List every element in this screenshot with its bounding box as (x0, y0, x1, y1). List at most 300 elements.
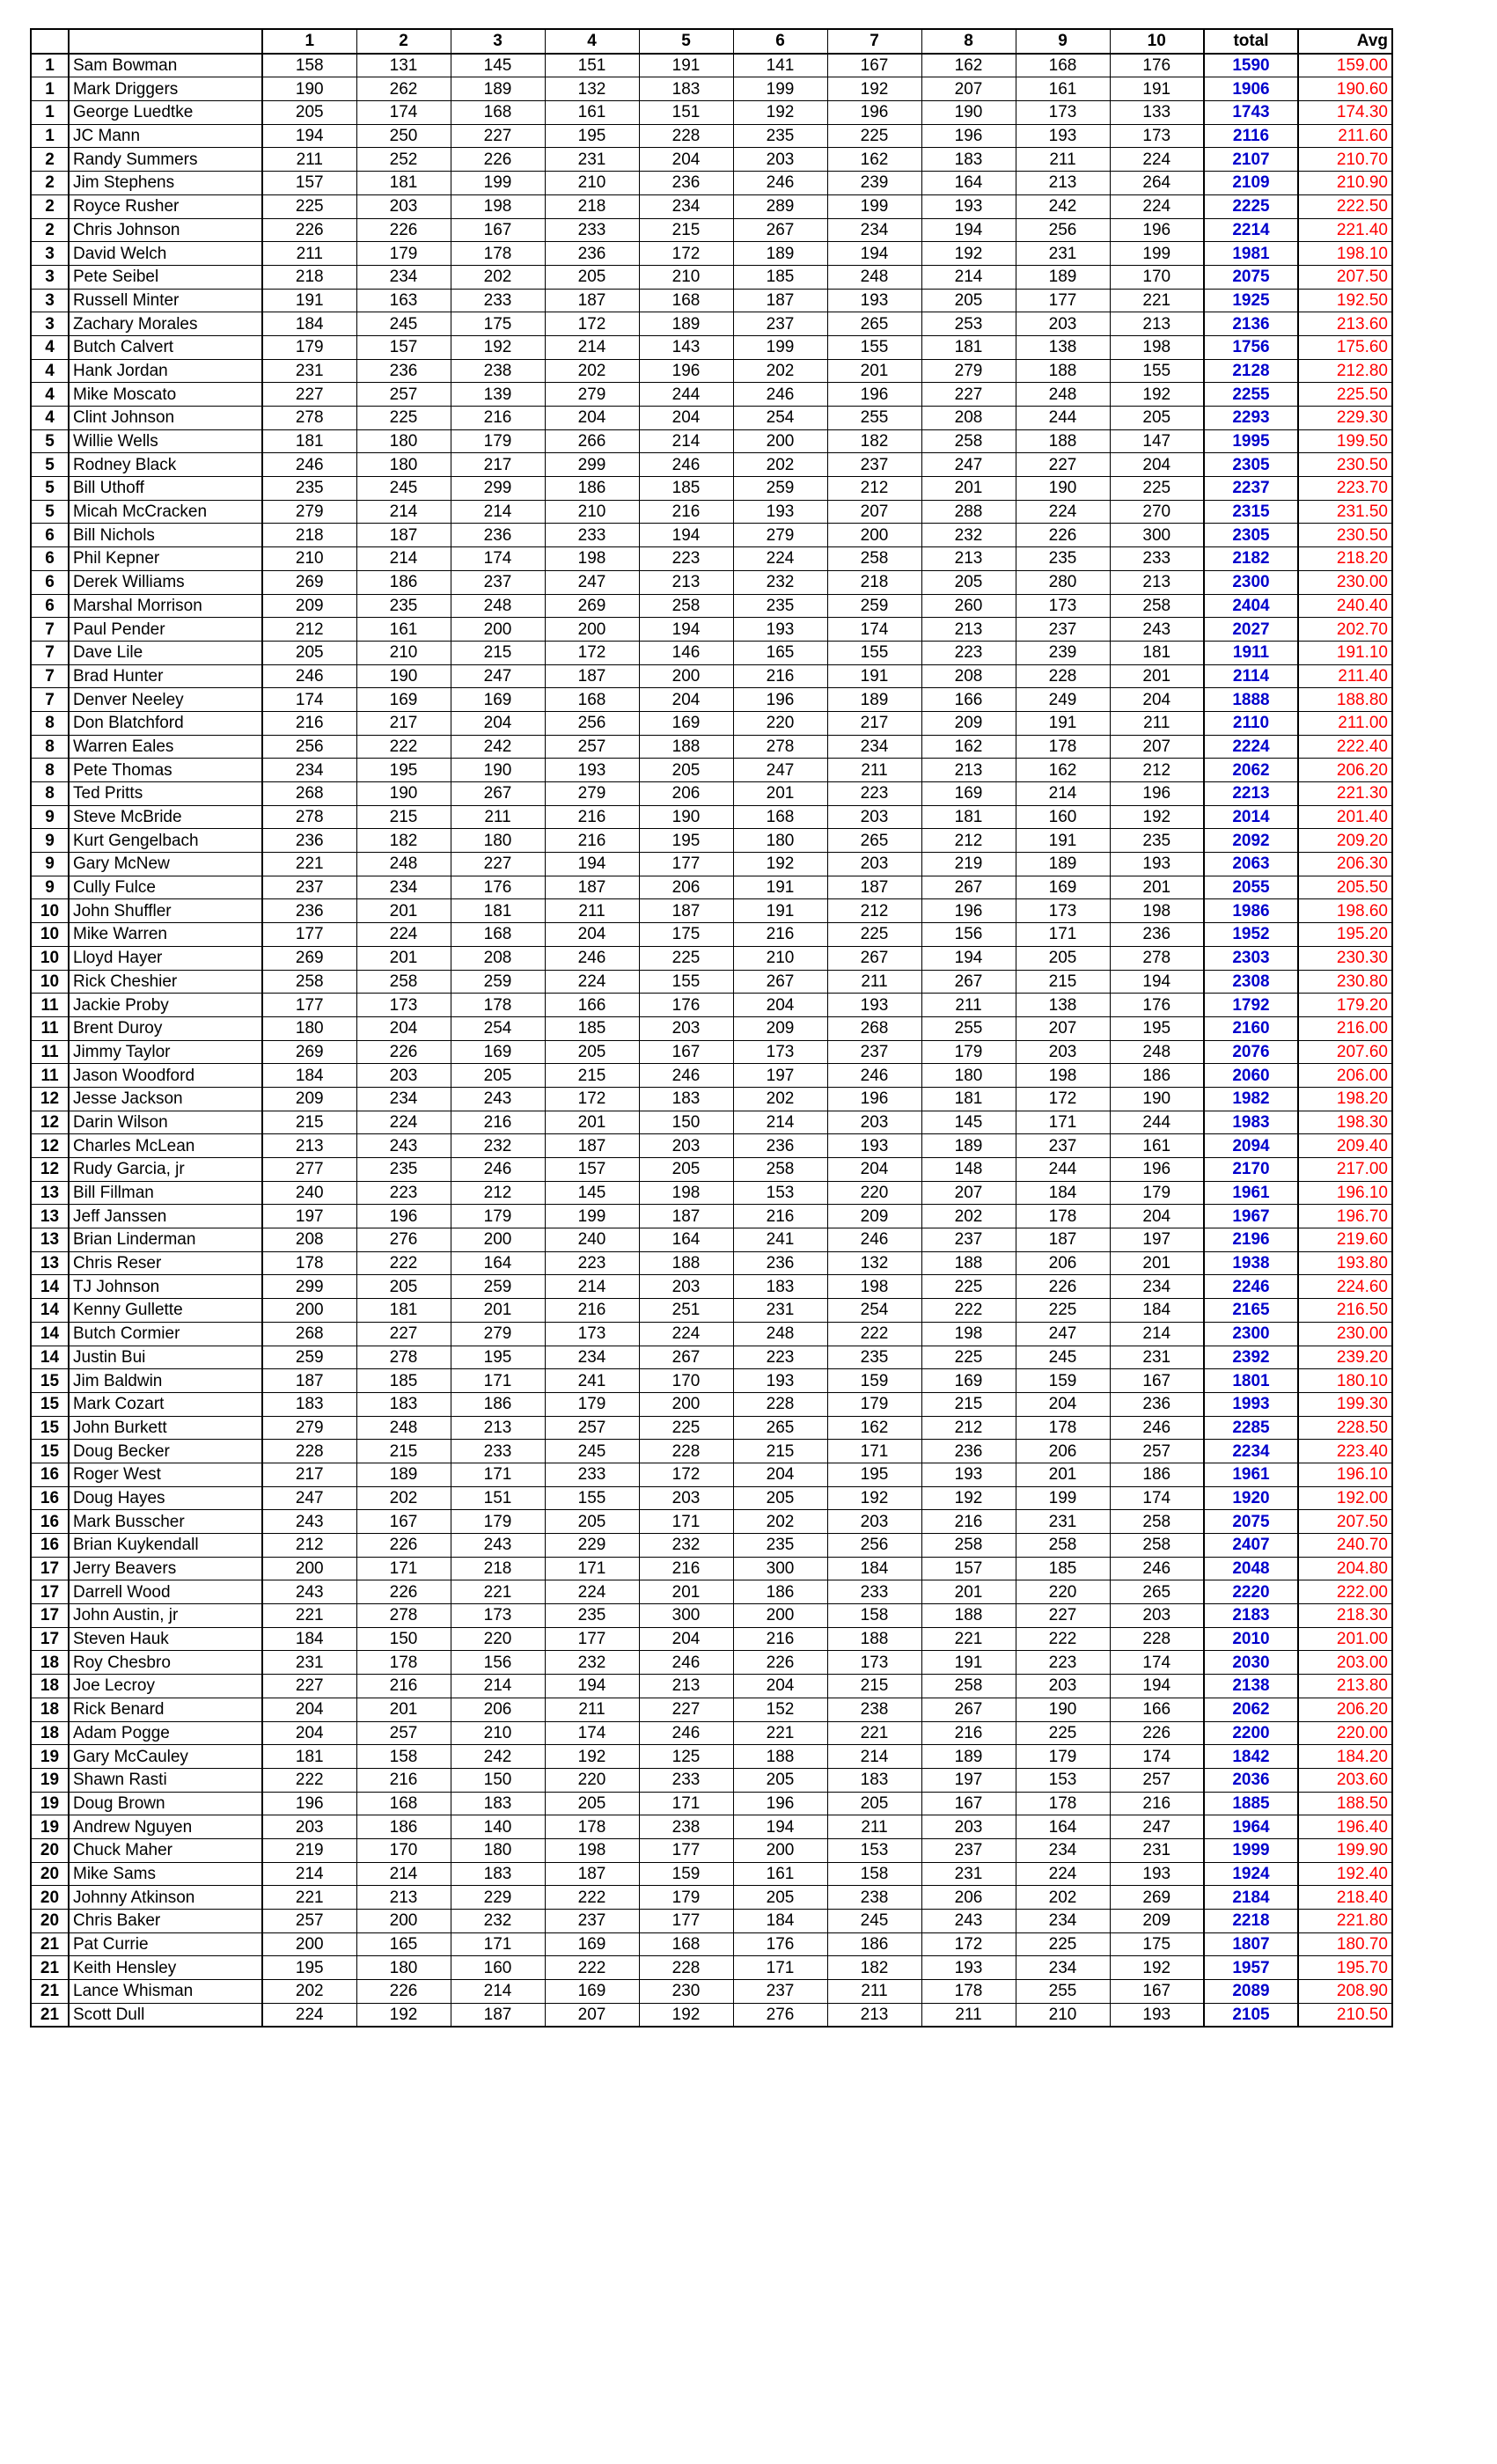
cell-name: Willie Wells (69, 429, 262, 453)
header-game-2: 2 (356, 29, 451, 54)
cell-game: 181 (921, 335, 1016, 359)
cell-game: 204 (827, 1158, 921, 1182)
cell-total: 2224 (1204, 735, 1298, 759)
cell-game: 178 (1016, 1205, 1110, 1228)
cell-game: 279 (921, 359, 1016, 383)
cell-game: 190 (921, 101, 1016, 125)
cell-avg: 188.50 (1298, 1792, 1392, 1815)
cell-game: 225 (921, 1275, 1016, 1299)
cell-game: 171 (639, 1792, 733, 1815)
cell-group: 10 (31, 946, 69, 970)
cell-game: 187 (545, 1862, 639, 1886)
cell-game: 189 (451, 77, 545, 101)
cell-game: 276 (356, 1228, 451, 1252)
cell-group: 3 (31, 289, 69, 312)
cell-game: 201 (356, 899, 451, 923)
cell-avg: 213.80 (1298, 1675, 1392, 1698)
cell-game: 192 (639, 2003, 733, 2027)
cell-game: 188 (921, 1604, 1016, 1628)
cell-game: 216 (921, 1721, 1016, 1745)
cell-game: 215 (639, 218, 733, 242)
cell-game: 243 (1110, 618, 1204, 642)
cell-game: 236 (356, 359, 451, 383)
table-row (31, 1134, 1392, 1158)
cell-game: 262 (356, 77, 451, 101)
cell-game: 183 (451, 1792, 545, 1815)
cell-game: 172 (545, 641, 639, 664)
cell-game: 208 (262, 1228, 356, 1252)
table-row (31, 570, 1392, 594)
cell-total: 1964 (1204, 1815, 1298, 1839)
cell-total: 1756 (1204, 335, 1298, 359)
cell-group: 11 (31, 994, 69, 1017)
cell-name: Charles McLean (69, 1134, 262, 1158)
cell-game: 226 (1110, 1721, 1204, 1745)
cell-game: 161 (356, 618, 451, 642)
table-row (31, 1557, 1392, 1580)
cell-game: 288 (921, 500, 1016, 524)
cell-group: 19 (31, 1745, 69, 1769)
table-row (31, 759, 1392, 782)
cell-game: 257 (1110, 1440, 1204, 1463)
cell-game: 177 (639, 853, 733, 876)
cell-game: 216 (733, 923, 827, 947)
table-row (31, 194, 1392, 218)
cell-game: 145 (921, 1111, 1016, 1134)
cell-game: 280 (1016, 570, 1110, 594)
cell-game: 161 (1110, 1134, 1204, 1158)
cell-total: 1590 (1204, 54, 1298, 77)
cell-avg: 199.30 (1298, 1392, 1392, 1416)
cell-game: 158 (356, 1745, 451, 1769)
cell-game: 181 (921, 1087, 1016, 1111)
cell-game: 202 (545, 359, 639, 383)
cell-game: 203 (1016, 1040, 1110, 1064)
cell-game: 213 (921, 759, 1016, 782)
cell-game: 218 (451, 1557, 545, 1580)
cell-avg: 198.60 (1298, 899, 1392, 923)
header-row (31, 29, 1392, 54)
cell-game: 260 (921, 594, 1016, 618)
cell-game: 168 (451, 923, 545, 947)
table-row (31, 77, 1392, 101)
cell-game: 236 (639, 172, 733, 195)
cell-group: 20 (31, 1910, 69, 1933)
cell-game: 195 (639, 829, 733, 853)
cell-game: 235 (1110, 829, 1204, 853)
table-row (31, 1275, 1392, 1299)
cell-game: 230 (639, 1980, 733, 2004)
cell-game: 254 (733, 407, 827, 430)
cell-game: 177 (262, 923, 356, 947)
cell-game: 221 (733, 1721, 827, 1745)
cell-game: 239 (827, 172, 921, 195)
cell-game: 163 (356, 289, 451, 312)
cell-game: 169 (451, 688, 545, 712)
cell-game: 188 (639, 735, 733, 759)
cell-game: 208 (921, 407, 1016, 430)
cell-game: 300 (1110, 524, 1204, 547)
cell-game: 255 (1016, 1980, 1110, 2004)
cell-game: 168 (639, 1932, 733, 1956)
cell-avg: 222.50 (1298, 194, 1392, 218)
cell-game: 205 (733, 1486, 827, 1510)
cell-game: 250 (356, 124, 451, 148)
cell-group: 8 (31, 759, 69, 782)
cell-avg: 175.60 (1298, 335, 1392, 359)
cell-game: 234 (827, 218, 921, 242)
cell-game: 236 (262, 829, 356, 853)
cell-game: 267 (451, 782, 545, 806)
table-row (31, 664, 1392, 688)
cell-game: 180 (356, 429, 451, 453)
cell-game: 176 (733, 1932, 827, 1956)
cell-total: 1925 (1204, 289, 1298, 312)
cell-name: Brian Kuykendall (69, 1534, 262, 1558)
cell-game: 205 (545, 1040, 639, 1064)
cell-name: Chuck Maher (69, 1838, 262, 1862)
cell-game: 210 (356, 641, 451, 664)
cell-game: 204 (733, 1463, 827, 1486)
cell-game: 229 (545, 1534, 639, 1558)
cell-game: 257 (356, 1721, 451, 1745)
cell-avg: 218.20 (1298, 547, 1392, 571)
cell-group: 15 (31, 1392, 69, 1416)
cell-game: 145 (545, 1181, 639, 1205)
cell-name: Doug Becker (69, 1440, 262, 1463)
cell-game: 267 (921, 876, 1016, 899)
cell-avg: 221.40 (1298, 218, 1392, 242)
cell-game: 189 (827, 688, 921, 712)
cell-game: 202 (921, 1205, 1016, 1228)
cell-game: 171 (545, 1557, 639, 1580)
cell-avg: 230.50 (1298, 453, 1392, 477)
table-row (31, 1910, 1392, 1933)
cell-game: 178 (1016, 735, 1110, 759)
cell-avg: 219.60 (1298, 1228, 1392, 1252)
table-row (31, 1251, 1392, 1275)
cell-game: 206 (1016, 1440, 1110, 1463)
cell-game: 205 (1016, 946, 1110, 970)
cell-game: 157 (545, 1158, 639, 1182)
table-row (31, 1111, 1392, 1134)
cell-game: 211 (262, 148, 356, 172)
cell-group: 4 (31, 359, 69, 383)
header-game-5: 5 (639, 29, 733, 54)
cell-game: 204 (1016, 1392, 1110, 1416)
cell-game: 236 (1110, 1392, 1204, 1416)
cell-game: 211 (827, 759, 921, 782)
cell-avg: 218.30 (1298, 1604, 1392, 1628)
cell-game: 241 (545, 1369, 639, 1393)
cell-total: 2213 (1204, 782, 1298, 806)
cell-game: 226 (262, 218, 356, 242)
cell-total: 1920 (1204, 1486, 1298, 1510)
cell-game: 169 (356, 688, 451, 712)
cell-game: 246 (827, 1064, 921, 1088)
cell-game: 233 (451, 289, 545, 312)
cell-avg: 230.00 (1298, 570, 1392, 594)
cell-avg: 206.20 (1298, 1698, 1392, 1721)
cell-game: 190 (1110, 1087, 1204, 1111)
cell-name: Russell Minter (69, 289, 262, 312)
cell-game: 210 (1016, 2003, 1110, 2027)
cell-name: Lance Whisman (69, 1980, 262, 2004)
cell-game: 204 (545, 923, 639, 947)
cell-group: 18 (31, 1698, 69, 1721)
cell-game: 207 (921, 1181, 1016, 1205)
cell-game: 205 (921, 289, 1016, 312)
cell-game: 192 (733, 101, 827, 125)
cell-game: 247 (262, 1486, 356, 1510)
cell-game: 247 (733, 759, 827, 782)
cell-name: Marshal Morrison (69, 594, 262, 618)
cell-game: 169 (639, 711, 733, 735)
cell-game: 164 (639, 1228, 733, 1252)
cell-game: 277 (262, 1158, 356, 1182)
cell-game: 246 (733, 172, 827, 195)
cell-game: 267 (921, 970, 1016, 994)
cell-avg: 230.00 (1298, 1322, 1392, 1346)
cell-group: 8 (31, 782, 69, 806)
cell-game: 170 (1110, 265, 1204, 289)
table-row (31, 1580, 1392, 1604)
cell-game: 215 (262, 1111, 356, 1134)
cell-game: 194 (827, 242, 921, 266)
cell-game: 246 (545, 946, 639, 970)
cell-game: 159 (639, 1862, 733, 1886)
cell-game: 215 (356, 1440, 451, 1463)
cell-game: 276 (733, 2003, 827, 2027)
cell-game: 156 (451, 1651, 545, 1675)
cell-game: 243 (921, 1910, 1016, 1933)
cell-game: 227 (451, 853, 545, 876)
cell-game: 240 (262, 1181, 356, 1205)
cell-game: 226 (356, 1534, 451, 1558)
cell-game: 234 (356, 876, 451, 899)
cell-avg: 199.90 (1298, 1838, 1392, 1862)
cell-game: 216 (545, 829, 639, 853)
cell-group: 5 (31, 477, 69, 501)
table-row (31, 148, 1392, 172)
cell-game: 179 (356, 242, 451, 266)
cell-group: 4 (31, 383, 69, 407)
cell-game: 221 (451, 1580, 545, 1604)
cell-name: Chris Reser (69, 1251, 262, 1275)
cell-game: 181 (356, 172, 451, 195)
cell-group: 16 (31, 1486, 69, 1510)
table-row (31, 876, 1392, 899)
cell-game: 161 (545, 101, 639, 125)
cell-game: 190 (262, 77, 356, 101)
cell-game: 204 (262, 1721, 356, 1745)
cell-game: 213 (827, 2003, 921, 2027)
cell-game: 207 (545, 2003, 639, 2027)
cell-game: 206 (451, 1698, 545, 1721)
cell-game: 201 (1110, 1251, 1204, 1275)
cell-game: 182 (827, 1956, 921, 1980)
cell-game: 196 (921, 124, 1016, 148)
cell-game: 150 (451, 1768, 545, 1792)
cell-game: 169 (1016, 876, 1110, 899)
cell-game: 176 (451, 876, 545, 899)
cell-game: 211 (1110, 711, 1204, 735)
cell-game: 193 (1016, 124, 1110, 148)
cell-game: 228 (639, 124, 733, 148)
cell-total: 2138 (1204, 1675, 1298, 1698)
cell-avg: 206.20 (1298, 759, 1392, 782)
cell-name: Rudy Garcia, jr (69, 1158, 262, 1182)
cell-game: 166 (921, 688, 1016, 712)
cell-game: 245 (356, 312, 451, 336)
cell-game: 212 (262, 1534, 356, 1558)
cell-name: George Luedtke (69, 101, 262, 125)
cell-game: 173 (451, 1604, 545, 1628)
cell-game: 181 (262, 1745, 356, 1769)
cell-game: 178 (545, 1815, 639, 1839)
cell-total: 2105 (1204, 2003, 1298, 2027)
cell-game: 248 (733, 1322, 827, 1346)
cell-game: 246 (827, 1228, 921, 1252)
cell-game: 204 (262, 1698, 356, 1721)
cell-game: 169 (451, 1040, 545, 1064)
cell-group: 7 (31, 688, 69, 712)
cell-game: 171 (733, 1956, 827, 1980)
cell-game: 174 (1110, 1486, 1204, 1510)
cell-game: 238 (827, 1886, 921, 1910)
cell-game: 178 (356, 1651, 451, 1675)
cell-avg: 188.80 (1298, 688, 1392, 712)
table-row (31, 359, 1392, 383)
cell-total: 2285 (1204, 1416, 1298, 1440)
cell-game: 187 (356, 524, 451, 547)
cell-game: 216 (733, 1205, 827, 1228)
cell-game: 246 (639, 453, 733, 477)
cell-game: 216 (639, 1557, 733, 1580)
cell-game: 167 (639, 1040, 733, 1064)
cell-game: 196 (262, 1792, 356, 1815)
cell-game: 180 (356, 453, 451, 477)
cell-game: 216 (356, 1675, 451, 1698)
table-row (31, 453, 1392, 477)
cell-game: 193 (921, 1463, 1016, 1486)
cell-game: 190 (451, 759, 545, 782)
cell-game: 186 (451, 1392, 545, 1416)
cell-game: 199 (1016, 1486, 1110, 1510)
cell-game: 153 (1016, 1768, 1110, 1792)
cell-game: 247 (545, 570, 639, 594)
cell-game: 198 (545, 1838, 639, 1862)
cell-game: 192 (545, 1745, 639, 1769)
cell-game: 198 (1110, 899, 1204, 923)
cell-name: Clint Johnson (69, 407, 262, 430)
cell-game: 232 (733, 570, 827, 594)
cell-group: 17 (31, 1580, 69, 1604)
cell-total: 2116 (1204, 124, 1298, 148)
cell-game: 233 (545, 1463, 639, 1486)
cell-game: 162 (1016, 759, 1110, 782)
cell-game: 214 (356, 1862, 451, 1886)
cell-game: 246 (451, 1158, 545, 1182)
cell-name: John Austin, jr (69, 1604, 262, 1628)
cell-game: 174 (545, 1721, 639, 1745)
cell-game: 215 (545, 1064, 639, 1088)
cell-name: Jerry Beavers (69, 1557, 262, 1580)
cell-game: 157 (921, 1557, 1016, 1580)
cell-game: 233 (545, 218, 639, 242)
cell-game: 198 (545, 547, 639, 571)
cell-game: 185 (545, 1016, 639, 1040)
cell-game: 150 (639, 1111, 733, 1134)
cell-total: 1983 (1204, 1111, 1298, 1134)
cell-game: 151 (639, 101, 733, 125)
cell-game: 211 (827, 970, 921, 994)
cell-game: 269 (1110, 1886, 1204, 1910)
cell-name: Scott Dull (69, 2003, 262, 2027)
cell-game: 169 (921, 782, 1016, 806)
cell-game: 192 (1110, 1956, 1204, 1980)
cell-game: 279 (262, 1416, 356, 1440)
cell-avg: 212.80 (1298, 359, 1392, 383)
cell-group: 15 (31, 1416, 69, 1440)
cell-game: 211 (827, 1980, 921, 2004)
cell-game: 216 (733, 1627, 827, 1651)
cell-name: Darrell Wood (69, 1580, 262, 1604)
cell-game: 182 (827, 429, 921, 453)
cell-total: 2036 (1204, 1768, 1298, 1792)
cell-game: 227 (451, 124, 545, 148)
cell-game: 237 (921, 1228, 1016, 1252)
cell-group: 15 (31, 1369, 69, 1393)
cell-name: Phil Kepner (69, 547, 262, 571)
cell-game: 300 (733, 1557, 827, 1580)
table-row (31, 1181, 1392, 1205)
cell-game: 216 (356, 1768, 451, 1792)
cell-name: Zachary Morales (69, 312, 262, 336)
cell-game: 202 (733, 453, 827, 477)
cell-game: 223 (827, 782, 921, 806)
cell-game: 171 (1016, 923, 1110, 947)
cell-game: 164 (1016, 1815, 1110, 1839)
cell-total: 2182 (1204, 547, 1298, 571)
cell-game: 218 (827, 570, 921, 594)
cell-group: 2 (31, 172, 69, 195)
cell-game: 158 (262, 54, 356, 77)
cell-avg: 223.40 (1298, 1440, 1392, 1463)
cell-game: 175 (639, 923, 733, 947)
cell-game: 131 (356, 54, 451, 77)
cell-game: 279 (733, 524, 827, 547)
cell-game: 215 (1016, 970, 1110, 994)
table-row (31, 500, 1392, 524)
cell-game: 235 (733, 594, 827, 618)
cell-game: 212 (262, 618, 356, 642)
cell-group: 21 (31, 2003, 69, 2027)
cell-game: 259 (451, 970, 545, 994)
cell-game: 212 (1110, 759, 1204, 782)
cell-game: 215 (921, 1392, 1016, 1416)
cell-game: 161 (1016, 77, 1110, 101)
table-row (31, 1510, 1392, 1534)
cell-game: 215 (827, 1675, 921, 1698)
cell-name: Dave Lile (69, 641, 262, 664)
cell-game: 224 (733, 547, 827, 571)
cell-game: 190 (356, 782, 451, 806)
cell-game: 198 (639, 1181, 733, 1205)
cell-game: 171 (1016, 1111, 1110, 1134)
cell-game: 238 (827, 1698, 921, 1721)
cell-game: 190 (1016, 1698, 1110, 1721)
